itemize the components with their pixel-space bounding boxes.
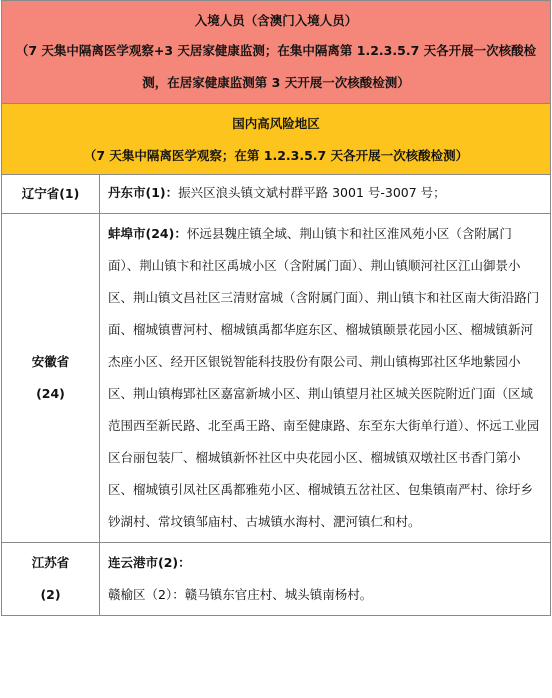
province-cell [2, 214, 100, 542]
province-count: (2) [40, 587, 61, 602]
table-row [2, 543, 550, 615]
table-row [2, 175, 550, 214]
area-cell [100, 543, 550, 615]
province-cell [2, 175, 100, 213]
area-detail: 怀远县魏庄镇全域、荆山镇卞和社区淮风苑小区（含附属门面）、荆山镇卞和社区禹城小区（含附属门面）、荆山镇顺河社区江山御景小区、荆山镇文昌社区三清财富城（含附属门面）、荆山镇卞和社区南大街沿路门面、榴城镇曹河村、榴城镇禹都华庭东区、榴城镇颐景花园小区、榴城镇新河杰座小区、经开区银锐智能科技股份有限公司、荆山镇梅郢社区华地紫园小区、荆山镇梅郢社区嘉富新城小区、荆山镇望月社区城关医院附近门面（区域范围西至新民路、北至禹王路、南至健康路、东至东大街单行道）、怀远工业园区台丽包装厂、榴城镇新怀社区中央花园小区、榴城镇双墩社区书香门第小区、榴城镇引凤社区禹都雅苑小区、榴城镇五岔社区、包集镇南严村、徐圩乡钞湖村、常坟镇邹庙村、古城镇水海村、淝河镇仁和村。 [108, 226, 540, 529]
inbound-header [2, 1, 550, 104]
city-name: 蚌埠市(24)： [108, 226, 187, 241]
high-risk-subtitle: （7 天集中隔离医学观察；在第 1.2.3.5.7 天各开展一次核酸检测） [83, 148, 469, 163]
province-count: (24) [36, 386, 65, 401]
area-cell [100, 175, 550, 213]
high-risk-title: 国内高风险地区 [232, 116, 320, 131]
risk-area-table [1, 0, 551, 616]
province-name: 安徽省 [31, 354, 70, 369]
province-cell [2, 543, 100, 615]
city-name: 连云港市(2)： [108, 555, 191, 570]
area-detail: 振兴区浪头镇文斌村群平路 3001 号-3007 号； [178, 185, 446, 200]
high-risk-header [2, 104, 550, 175]
city-name: 丹东市(1)： [108, 185, 179, 200]
province-name: 辽宁省(1) [21, 186, 80, 201]
inbound-title: 入境人员（含澳门入境人员） [194, 13, 358, 28]
area-cell [100, 214, 550, 542]
inbound-subtitle: （7 天集中隔离医学观察+3 天居家健康监测；在集中隔离第 1.2.3.5.7 天各开展一次核酸检测，在居家健康监测第 3 天开展一次核酸检测） [15, 43, 537, 90]
table-row [2, 214, 550, 543]
province-name: 江苏省 [31, 555, 70, 570]
area-detail: 赣榆区（2）：赣马镇东官庄村、城头镇南杨村。 [108, 587, 373, 602]
